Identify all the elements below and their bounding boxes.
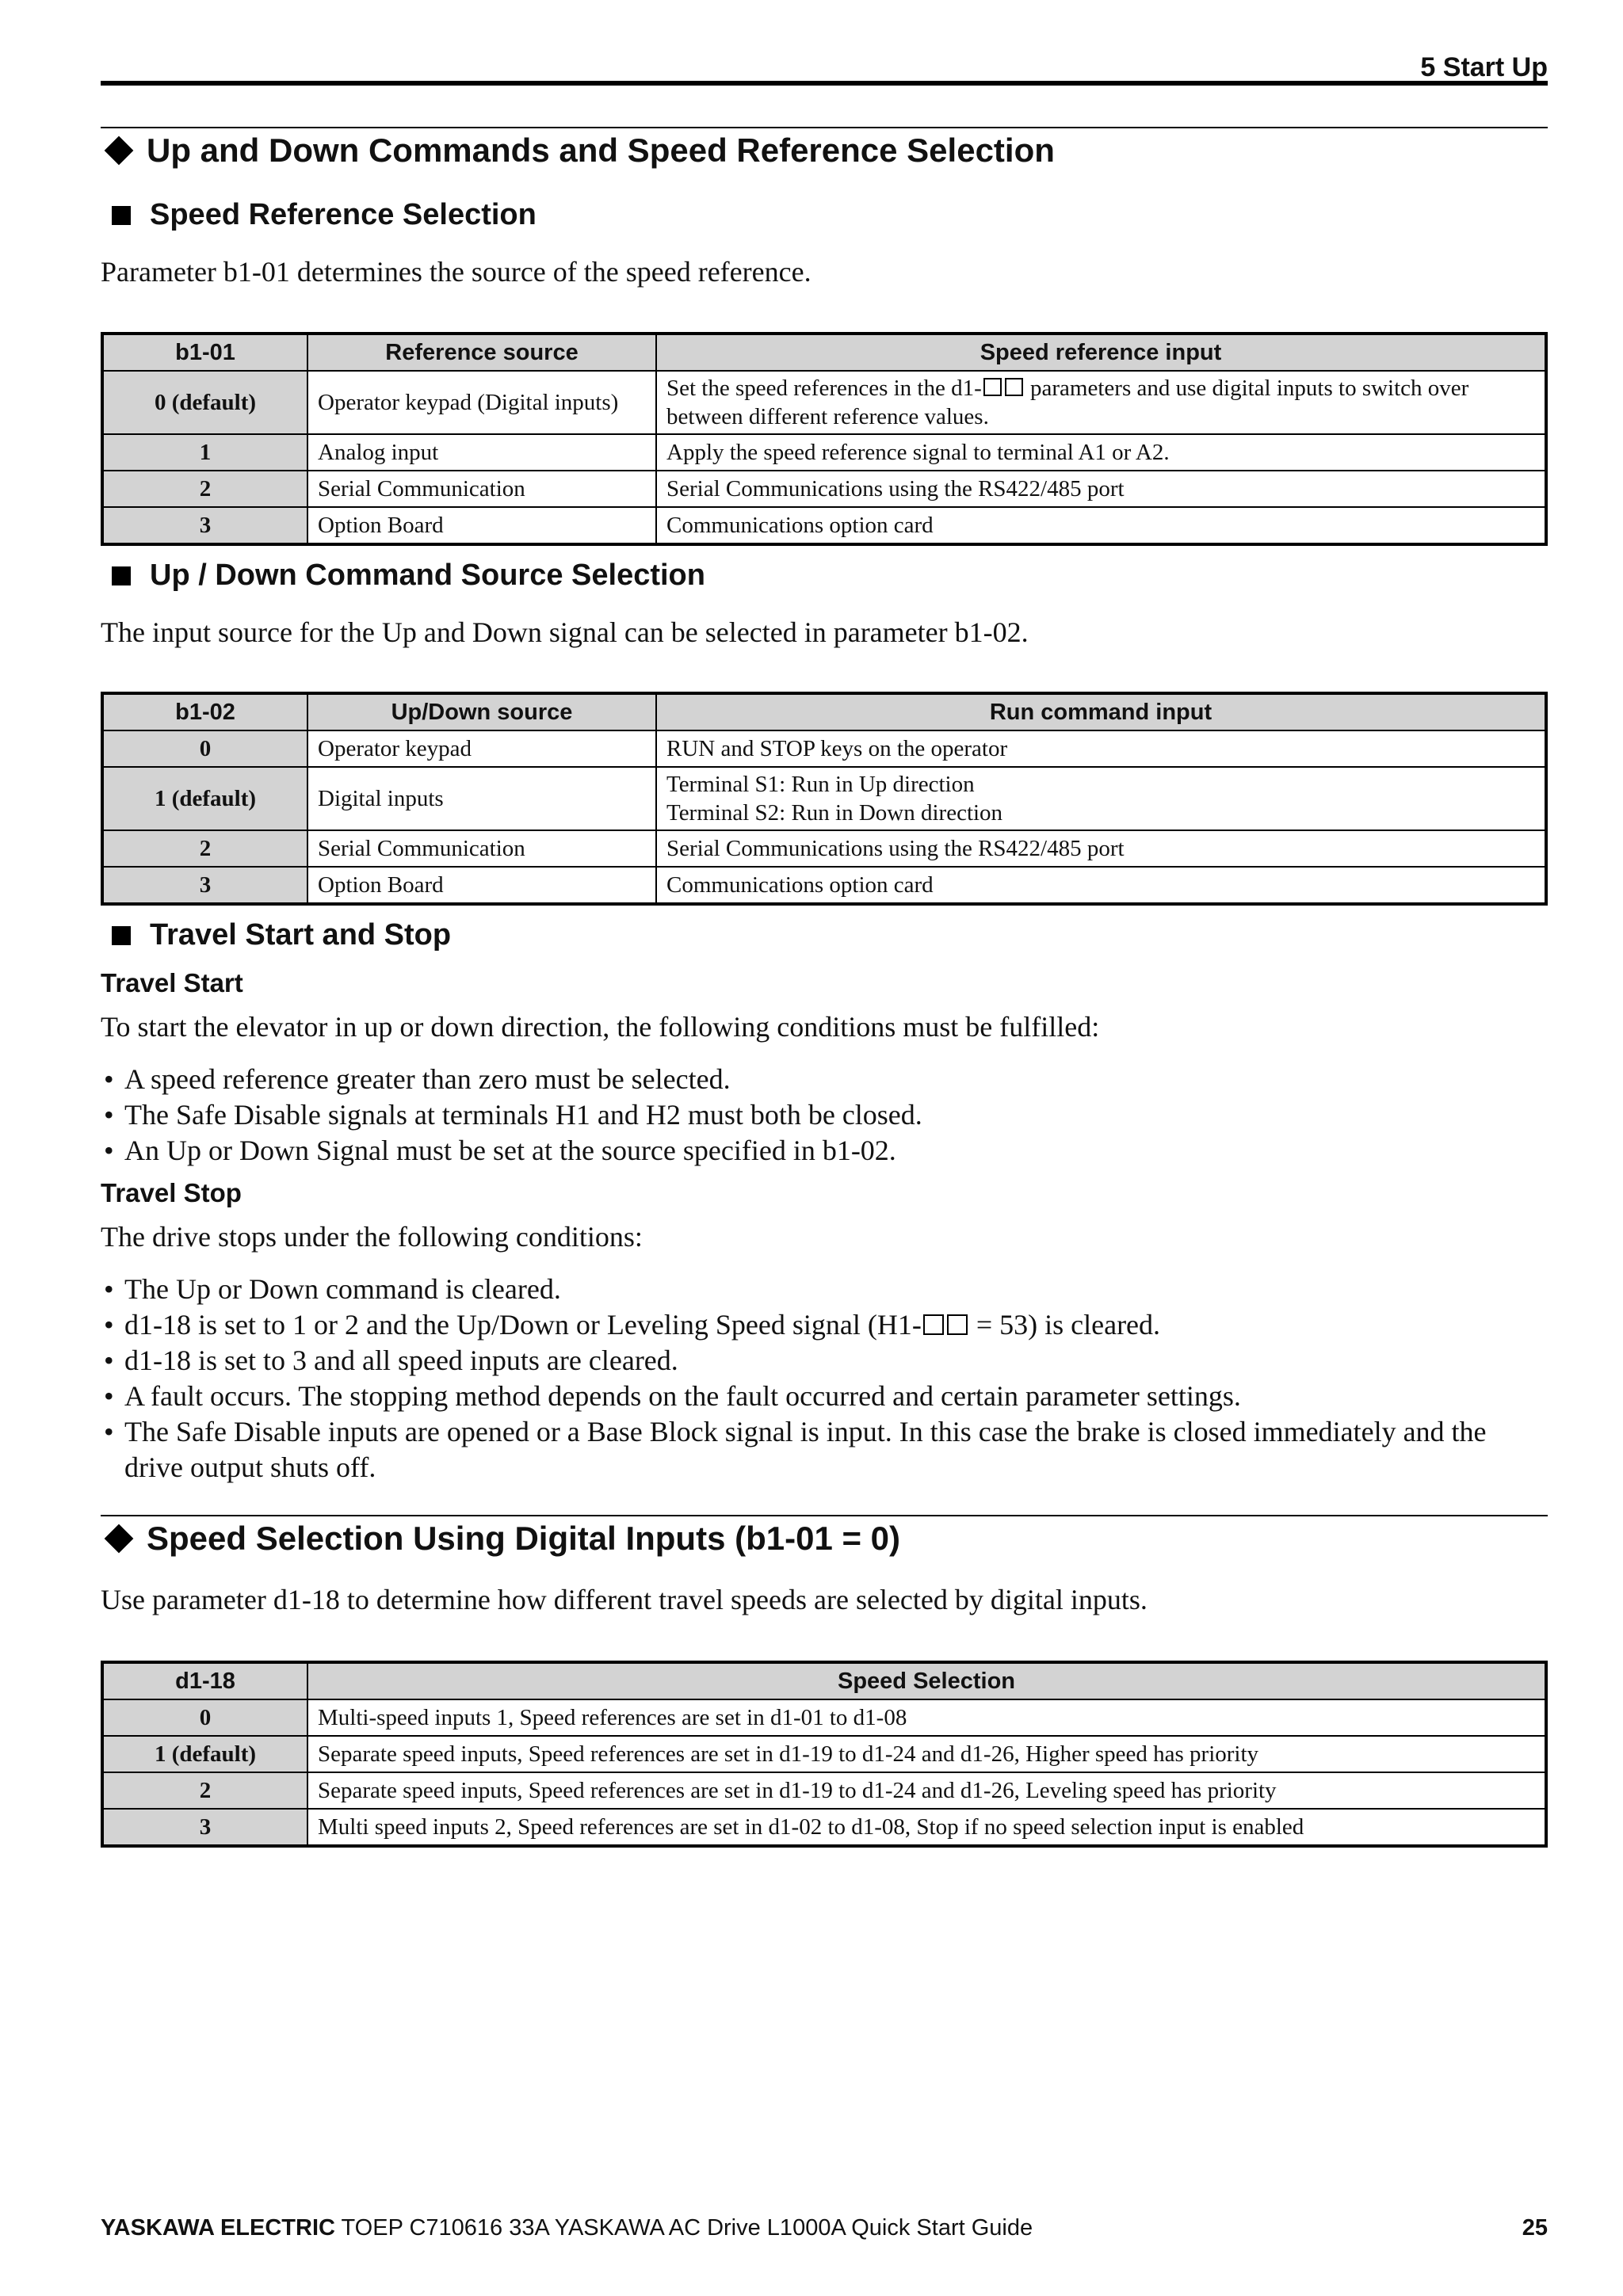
column-header: Speed Selection — [307, 1662, 1546, 1699]
list-item: • The Safe Disable signals at terminals H1 and H2 must both be closed. — [101, 1097, 1548, 1133]
parameter-table-b1-02 — [101, 692, 1548, 906]
setting-value: 1 — [102, 434, 307, 471]
square-bullet-icon — [112, 206, 131, 225]
cell-text: parameters and use digital inputs to switch over between different reference values. — [666, 376, 1469, 429]
placeholder-box-icon — [983, 378, 1002, 396]
diamond-bullet-icon — [105, 1524, 134, 1554]
cell: Digital inputs — [307, 767, 656, 830]
setting-value: 0 — [102, 1699, 307, 1736]
cell: Serial Communication — [307, 830, 656, 867]
bullet-list — [101, 1272, 1548, 1486]
table-row — [102, 1772, 1546, 1809]
table-row — [102, 730, 1546, 767]
table-row — [102, 471, 1546, 507]
section-title: Speed Selection Using Digital Inputs (b1-01 = 0) — [147, 1520, 901, 1557]
section-divider — [101, 127, 1548, 128]
column-header: Run command input — [656, 693, 1546, 730]
column-header: b1-01 — [102, 334, 307, 371]
diamond-bullet-icon — [105, 136, 134, 166]
page-footer — [101, 2215, 1548, 2241]
list-item-text: d1-18 is set to 1 or 2 and the Up/Down or Leveling Speed signal (H1- — [124, 1309, 922, 1341]
cell — [656, 371, 1546, 434]
cell: Communications option card — [656, 507, 1546, 544]
setting-value: 2 — [102, 830, 307, 867]
placeholder-box-icon — [1005, 378, 1023, 396]
subsection-heading — [101, 559, 705, 593]
setting-value: 0 — [102, 730, 307, 767]
running-head: 5 Start Up — [1420, 52, 1548, 82]
cell: Operator keypad — [307, 730, 656, 767]
cell: Separate speed inputs, Speed references are set in d1-19 to d1-24 and d1-26, Higher speed has priority — [307, 1736, 1546, 1772]
setting-value: 0 (default) — [102, 371, 307, 434]
parameter-table-d1-18 — [101, 1661, 1548, 1848]
cell: Option Board — [307, 867, 656, 904]
cell: Serial Communications using the RS422/485 port — [656, 830, 1546, 867]
section-title: Up and Down Commands and Speed Reference Selection — [147, 132, 1055, 169]
list-item: • An Up or Down Signal must be set at the source specified in b1-02. — [101, 1133, 1548, 1169]
cell: RUN and STOP keys on the operator — [656, 730, 1546, 767]
footer-doc-title: TOEP C710616 33A YASKAWA AC Drive L1000A Quick Start Guide — [334, 2215, 1033, 2241]
footer-brand: YASKAWA ELECTRIC — [101, 2215, 335, 2241]
list-item-text: = 53) is cleared. — [968, 1309, 1161, 1341]
cell: Serial Communications using the RS422/485 port — [656, 471, 1546, 507]
subsection-heading — [101, 918, 451, 952]
cell: Option Board — [307, 507, 656, 544]
column-header: Up/Down source — [307, 693, 656, 730]
section-divider — [101, 1515, 1548, 1516]
minor-heading: Travel Stop — [101, 1178, 242, 1207]
setting-value: 3 — [102, 867, 307, 904]
setting-value: 2 — [102, 471, 307, 507]
setting-value: 1 (default) — [102, 767, 307, 830]
cell-text: Set the speed references in the d1- — [666, 376, 982, 401]
column-header: Speed reference input — [656, 334, 1546, 371]
column-header: Reference source — [307, 334, 656, 371]
setting-value: 3 — [102, 507, 307, 544]
table-row — [102, 1809, 1546, 1846]
paragraph: The input source for the Up and Down signal can be selected in parameter b1-02. — [101, 616, 1029, 648]
setting-value: 1 (default) — [102, 1736, 307, 1772]
section-heading — [101, 132, 1055, 170]
bullet-list — [101, 1062, 1548, 1169]
square-bullet-icon — [112, 926, 131, 945]
subsection-heading — [101, 198, 537, 232]
list-item — [101, 1307, 1548, 1343]
cell: Separate speed inputs, Speed references are set in d1-19 to d1-24 and d1-26, Leveling speed has priority — [307, 1772, 1546, 1809]
subsection-title: Travel Start and Stop — [150, 918, 452, 952]
list-item: • A speed reference greater than zero must be selected. — [101, 1062, 1548, 1097]
column-header: b1-02 — [102, 693, 307, 730]
cell-line: Terminal S1: Run in Up direction — [666, 772, 975, 797]
table-header-row — [102, 334, 1546, 371]
paragraph: Use parameter d1-18 to determine how different travel speeds are selected by digital inputs. — [101, 1584, 1148, 1615]
column-header: d1-18 — [102, 1662, 307, 1699]
subsection-title: Up / Down Command Source Selection — [150, 559, 705, 592]
placeholder-box-icon — [923, 1314, 944, 1335]
list-item: • A fault occurs. The stopping method depends on the fault occurred and certain parameter settings. — [101, 1379, 1548, 1414]
table-row — [102, 767, 1546, 830]
list-item: • The Safe Disable inputs are opened or a Base Block signal is input. In this case the brake is closed immediately and the drive output shuts off. — [101, 1414, 1548, 1486]
paragraph: The drive stops under the following conditions: — [101, 1221, 643, 1253]
cell: Multi speed inputs 2, Speed references are set in d1-02 to d1-08, Stop if no speed selection input is enabled — [307, 1809, 1546, 1846]
table-row — [102, 1736, 1546, 1772]
table-row — [102, 830, 1546, 867]
table-header-row — [102, 1662, 1546, 1699]
placeholder-box-icon — [947, 1314, 968, 1335]
list-item: • d1-18 is set to 3 and all speed inputs are cleared. — [101, 1343, 1548, 1379]
cell: Serial Communication — [307, 471, 656, 507]
cell: Multi-speed inputs 1, Speed references are set in d1-01 to d1-08 — [307, 1699, 1546, 1736]
cell: Communications option card — [656, 867, 1546, 904]
table-row — [102, 434, 1546, 471]
cell: Apply the speed reference signal to terminal A1 or A2. — [656, 434, 1546, 471]
subsection-title: Speed Reference Selection — [150, 198, 537, 231]
table-row — [102, 371, 1546, 434]
minor-heading: Travel Start — [101, 968, 243, 997]
section-heading — [101, 1520, 900, 1558]
setting-value: 3 — [102, 1809, 307, 1846]
table-row — [102, 867, 1546, 904]
square-bullet-icon — [112, 566, 131, 585]
list-item: • The Up or Down command is cleared. — [101, 1272, 1548, 1307]
paragraph: To start the elevator in up or down direction, the following conditions must be fulfilled: — [101, 1011, 1100, 1043]
cell-line: Terminal S2: Run in Down direction — [666, 800, 1003, 826]
table-header-row — [102, 693, 1546, 730]
table-row — [102, 507, 1546, 544]
paragraph: Parameter b1-01 determines the source of the speed reference. — [101, 256, 812, 288]
cell: Operator keypad (Digital inputs) — [307, 371, 656, 434]
page-number: 25 — [1522, 2215, 1548, 2241]
parameter-table-b1-01 — [101, 332, 1548, 546]
cell — [656, 767, 1546, 830]
header-rule — [101, 81, 1548, 86]
setting-value: 2 — [102, 1772, 307, 1809]
footer-document-info — [101, 2215, 1033, 2241]
table-row — [102, 1699, 1546, 1736]
cell: Analog input — [307, 434, 656, 471]
